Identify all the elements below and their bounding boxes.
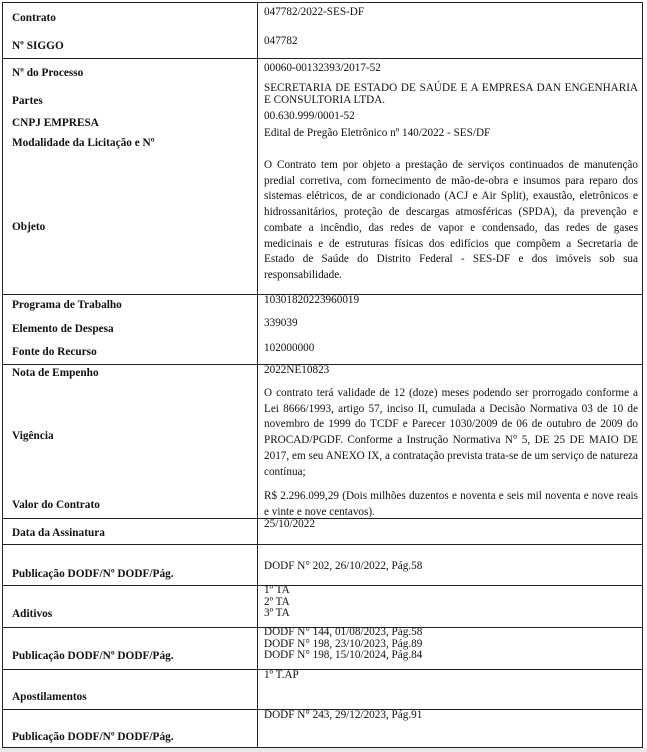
row-divider — [3, 58, 642, 59]
label-valor: Valor do Contrato — [12, 499, 100, 511]
row-divider — [3, 544, 642, 545]
label-siggo: Nº SIGGO — [12, 40, 64, 52]
list-item: 2º TA — [264, 595, 290, 608]
value-partes: SECRETARIA DE ESTADO DE SAÚDE E A EMPRESA DAN ENGENHARIA E CONSULTORIA LTDA. — [264, 82, 638, 106]
label-contrato: Contrato — [12, 12, 56, 24]
value-contrato: 047782/2022-SES-DF — [264, 6, 365, 18]
label-publicacao-1: Publicação DODF/Nº DODF/Pág. — [12, 568, 174, 580]
value-assinatura: 25/10/2022 — [264, 518, 315, 530]
label-apostilamentos: Apostilamentos — [12, 691, 87, 703]
value-aditivos — [264, 585, 638, 620]
label-assinatura: Data da Assinatura — [12, 527, 105, 539]
label-processo: Nº do Processo — [12, 67, 84, 79]
value-vigencia: O contrato terá validade de 12 (doze) meses podendo ser prorrogado conforme a Lei 8666/1993, artigo 57, inciso II, cumulada a Decisão Normativa 03 de 10 de novembro de 1999 do TCDF e Parecer 1030/2009 de 06 de outubro de 2009 do PROCAD/PGDF. Conforme a Instrução Normativa N° 5, DE 25 DE MAIO DE 2017, em seu ANEXO IX, a contratação prevista trata-se de um serviço de natureza contínua; — [264, 387, 638, 478]
list-item: 1º TA — [264, 584, 290, 596]
label-cnpj: CNPJ EMPRESA — [12, 117, 99, 129]
label-aditivos: Aditivos — [12, 608, 53, 620]
list-item: DODF N° 198, 15/10/2024, Pág.84 — [264, 649, 423, 662]
value-programa: 10301820223960019 — [264, 294, 360, 306]
label-objeto: Objeto — [12, 221, 46, 233]
label-publicacao-3: Publicação DODF/Nº DODF/Pág. — [12, 731, 174, 743]
list-item: 3º TA — [264, 607, 290, 620]
value-valor: R$ 2.296.099,29 (Dois milhões duzentos e noventa e seis mil noventa e nove reais e vinte e nove centavos). — [264, 490, 638, 518]
value-siggo: 047782 — [264, 35, 298, 47]
value-elemento: 339039 — [264, 317, 298, 329]
label-partes: Partes — [12, 95, 43, 107]
value-empenho: 2022NE10823 — [264, 364, 330, 376]
value-publicacao-3: DODF N° 243, 29/12/2023, Pág.91 — [264, 709, 423, 721]
value-processo: 00060-00132393/2017-52 — [264, 62, 381, 74]
label-modalidade: Modalidade da Licitação e Nº — [12, 137, 155, 149]
value-publicacao-1: DODF N° 202, 26/10/2022, Pág.58 — [264, 560, 423, 572]
value-fonte: 102000000 — [264, 342, 315, 354]
value-cnpj: 00.630.999/0001-52 — [264, 110, 355, 122]
value-apostilamentos: 1º T.AP — [264, 669, 299, 681]
label-fonte: Fonte do Recurso — [12, 346, 97, 358]
value-objeto: O Contrato tem por objeto a prestação de serviços continuados de manutenção predial corretiva, com fornecimento de mão-de-obra e insumos para reparo dos sistemas elétricos, de ar condicionado (ACJ e Air Split), exaustão, eletrônicos e hidrossanitários, proteção de descargas atmosféricas (SPDA), da prevenção e combate a incêndio, das redes de vapor e condensado, das redes de gases medicinais e de estruturas físicas dos edifícios que compõem a Secretaria de Estado de Saúde do Distrito Federal - SES-DF e dos imóveis sob sua responsabilidade. — [264, 159, 638, 281]
bottom-strip — [0, 748, 647, 752]
value-modalidade: Edital de Pregão Eletrônico nº 140/2022 - SES/DF — [264, 127, 491, 139]
list-item: DODF N° 144, 01/08/2023, Pág.58 — [264, 626, 423, 638]
label-elemento: Elemento de Despesa — [12, 323, 114, 335]
label-vigencia: Vigência — [12, 430, 54, 442]
label-programa: Programa de Trabalho — [12, 299, 122, 311]
list-item: DODF N° 198, 23/10/2023, Pág.89 — [264, 637, 423, 650]
label-empenho: Nota de Empenho — [12, 367, 99, 379]
contract-table — [2, 2, 643, 748]
value-publicacao-2 — [264, 627, 638, 662]
column-divider — [257, 3, 258, 747]
label-publicacao-2: Publicação DODF/Nº DODF/Pág. — [12, 650, 174, 662]
